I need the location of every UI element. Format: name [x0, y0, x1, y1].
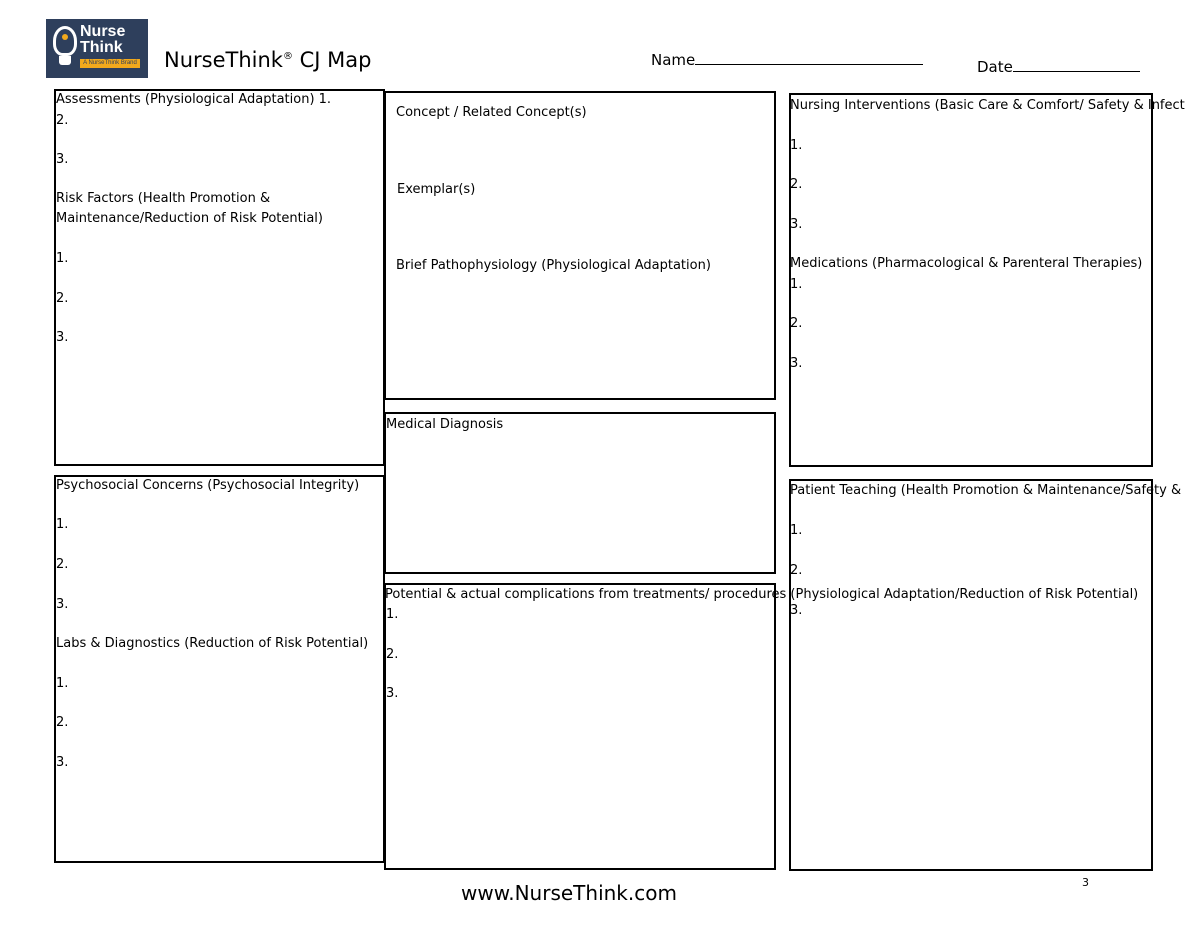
medication-item-2: 2. [790, 316, 803, 331]
assessments-heading: Assessments (Physiological Adaptation) 1. [56, 92, 332, 107]
nursing-interventions-box[interactable] [789, 93, 1153, 467]
concept-box[interactable] [384, 91, 776, 400]
risk-item-2: 2. [56, 291, 69, 306]
assessments-box[interactable] [54, 89, 385, 466]
patient-teaching-heading: Patient Teaching (Health Promotion & Maintenance/Safety & [790, 483, 1182, 498]
pathophysiology-heading: Brief Pathophysiology (Physiological Adaptation) [396, 258, 711, 273]
labs-item-1: 1. [56, 676, 69, 691]
nursethink-logo [46, 19, 148, 78]
lightbulb-icon [53, 26, 77, 56]
assessment-item-2: 2. [56, 113, 69, 128]
risk-item-1: 1. [56, 251, 69, 266]
complications-box[interactable] [384, 583, 776, 870]
patient-teaching-box[interactable] [789, 479, 1153, 871]
teaching-item-3: 3. [790, 603, 803, 618]
risk-factors-heading-line2: Maintenance/Reduction of Risk Potential) [56, 211, 323, 226]
psychosocial-item-1: 1. [56, 517, 69, 532]
page-title [164, 44, 372, 73]
exemplar-heading: Exemplar(s) [397, 182, 476, 197]
teaching-item-1: 1. [790, 523, 803, 538]
psychosocial-item-3: 3. [56, 597, 69, 612]
psychosocial-item-2: 2. [56, 557, 69, 572]
labs-item-2: 2. [56, 715, 69, 730]
risk-factors-heading-line1: Risk Factors (Health Promotion & [56, 191, 271, 206]
labs-heading: Labs & Diagnostics (Reduction of Risk Potential) [56, 636, 369, 651]
logo-word-1: Nurse [80, 23, 126, 40]
medications-heading: Medications (Pharmacological & Parenteral Therapies) [790, 256, 1143, 271]
psychosocial-box[interactable] [54, 475, 385, 863]
footer-website-link[interactable]: www.NurseThink.com [461, 881, 677, 905]
risk-item-3: 3. [56, 330, 69, 345]
concept-heading: Concept / Related Concept(s) [396, 105, 587, 120]
teaching-item-2: 2. [790, 563, 803, 578]
title-brand: NurseThink [164, 48, 283, 72]
lightbulb-base [59, 56, 71, 65]
labs-item-3: 3. [56, 755, 69, 770]
complication-item-2: 2. [386, 647, 399, 662]
psychosocial-heading: Psychosocial Concerns (Psychosocial Integrity) [56, 478, 360, 493]
intervention-item-1: 1. [790, 138, 803, 153]
medication-item-1: 1. [790, 277, 803, 292]
intervention-item-2: 2. [790, 177, 803, 192]
medical-diagnosis-box[interactable] [384, 412, 776, 574]
page-number: 3 [1082, 876, 1089, 889]
complications-heading: Potential & actual complications from treatments/ procedures (Physiological Adaptation/Reduction of Risk Potential) [385, 587, 1139, 602]
logo-tagline: A NurseThink Brand [80, 59, 140, 68]
nursing-interventions-heading: Nursing Interventions (Basic Care & Comfort/ Safety & Infect [790, 98, 1185, 113]
medical-diagnosis-heading: Medical Diagnosis [386, 417, 504, 432]
complication-item-3: 3. [386, 686, 399, 701]
name-field[interactable] [651, 51, 923, 69]
logo-word-2: Think [80, 39, 123, 56]
title-suffix: CJ Map [292, 48, 372, 72]
name-blank-line[interactable] [695, 52, 923, 65]
name-label: Name [651, 51, 696, 69]
intervention-item-3: 3. [790, 217, 803, 232]
registered-mark: ® [282, 51, 293, 62]
medication-item-3: 3. [790, 356, 803, 371]
lightbulb-filament [62, 34, 68, 40]
assessment-item-3: 3. [56, 152, 69, 167]
date-field[interactable] [977, 58, 1140, 76]
date-label: Date [977, 58, 1013, 76]
date-blank-line[interactable] [1013, 59, 1140, 72]
complication-item-1: 1. [386, 607, 399, 622]
